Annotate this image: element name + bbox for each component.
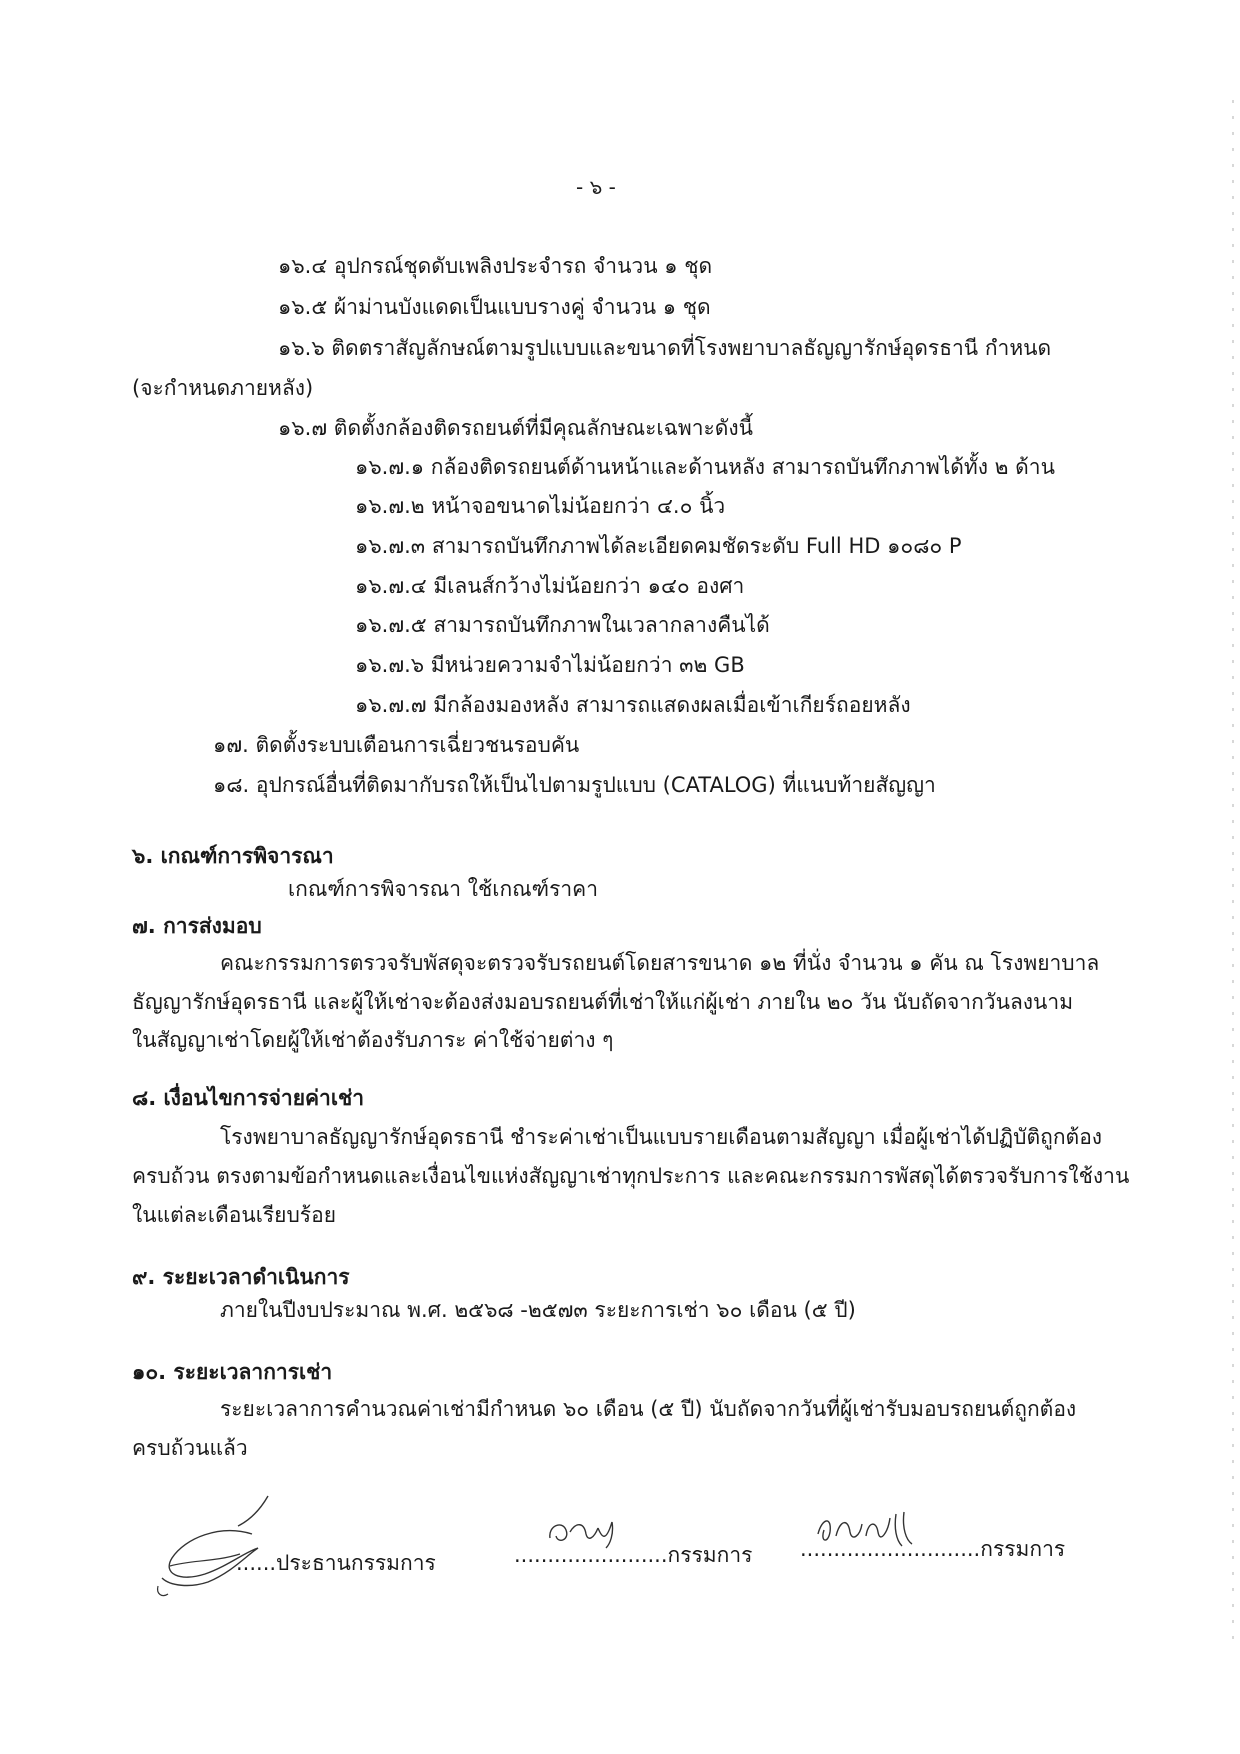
member2-signature-label: ...........................กรรมการ (800, 1537, 1066, 1561)
section-10-line2: ครบถ้วนแล้ว (132, 1436, 248, 1460)
section-9-heading: ๙. ระยะเวลาดำเนินการ (132, 1265, 350, 1289)
item-16-7-2: ๑๖.๗.๒ หน้าจอขนาดไม่น้อยกว่า ๔.๐ นิ้ว (355, 494, 726, 518)
section-6-text: เกณฑ์การพิจารณา ใช้เกณฑ์ราคา (288, 877, 598, 901)
item-16-7: ๑๖.๗ ติดตั้งกล้องติดรถยนต์ที่มีคุณลักษณะเฉพาะดังนี้ (278, 416, 754, 440)
item-16-6-line1: ๑๖.๖ ติดตราสัญลักษณ์ตามรูปแบบและขนาดที่โรงพยาบาลธัญญารักษ์อุดรธานี กำหนด (278, 336, 1052, 360)
item-16-7-5: ๑๖.๗.๕ สามารถบันทึกภาพในเวลากลางคืนได้ (355, 613, 770, 637)
section-8-line3: ในแต่ละเดือนเรียบร้อย (132, 1203, 337, 1227)
section-6-heading: ๖. เกณฑ์การพิจารณา (132, 844, 334, 868)
scan-edge-artifact (1232, 100, 1234, 1650)
item-16-7-7: ๑๖.๗.๗ มีกล้องมองหลัง สามารถแสดงผลเมื่อเข้าเกียร์ถอยหลัง (355, 693, 911, 717)
item-16-5: ๑๖.๕ ผ้าม่านบังแดดเป็นแบบรางคู่ จำนวน ๑ ชุด (278, 295, 711, 319)
section-10-line1: ระยะเวลาการคำนวณค่าเช่ามีกำหนด ๖๐ เดือน (๕ ปี) นับถัดจากวันที่ผู้เช่ารับมอบรถยนต์ถูกต้อง (220, 1397, 1077, 1421)
item-16-7-1: ๑๖.๗.๑ กล้องติดรถยนต์ด้านหน้าและด้านหลัง สามารถบันทึกภาพได้ทั้ง ๒ ด้าน (355, 455, 1055, 479)
section-8-line2: ครบถ้วน ตรงตามข้อกำหนดและเงื่อนไขแห่งสัญญาเช่าทุกประการ และคณะกรรมการพัสดุได้ตรวจรับการใช้งาน (132, 1164, 1130, 1188)
section-8-line1: โรงพยาบาลธัญญารักษ์อุดรธานี ชำระค่าเช่าเป็นแบบรายเดือนตามสัญญา เมื่อผู้เช่าได้ปฏิบัติถูกต้อง (220, 1125, 1103, 1149)
chairman-signature-label: ......ประธานกรรมการ (236, 1551, 436, 1575)
section-10-heading: ๑๐. ระยะเวลาการเช่า (132, 1360, 333, 1384)
section-7-line1: คณะกรรมการตรวจรับพัสดุจะตรวจรับรถยนต์โดยสารขนาด ๑๒ ที่นั่ง จำนวน ๑ คัน ณ โรงพยาบาล (220, 951, 1100, 975)
item-16-7-6: ๑๖.๗.๖ มีหน่วยความจำไม่น้อยกว่า ๓๒ GB (355, 653, 745, 677)
page-number: - ๖ - (576, 175, 616, 199)
item-16-7-3: ๑๖.๗.๓ สามารถบันทึกภาพได้ละเอียดคมชัดระดับ Full HD ๑๐๘๐ P (355, 534, 962, 558)
section-7-heading: ๗. การส่งมอบ (132, 914, 262, 938)
section-8-heading: ๘. เงื่อนไขการจ่ายค่าเช่า (132, 1086, 365, 1110)
item-16-6-line2: (จะกำหนดภายหลัง) (132, 376, 314, 400)
item-17: ๑๗. ติดตั้งระบบเตือนการเฉี่ยวชนรอบคัน (213, 733, 580, 757)
item-18: ๑๘. อุปกรณ์อื่นที่ติดมากับรถให้เป็นไปตามรูปแบบ (CATALOG) ที่แนบท้ายสัญญา (213, 773, 936, 797)
section-7-line2: ธัญญารักษ์อุดรธานี และผู้ให้เช่าจะต้องส่งมอบรถยนต์ที่เช่าให้แก่ผู้เช่า ภายใน ๒๐ วัน นับถัดจากวันลงนาม (132, 990, 1074, 1014)
item-16-4: ๑๖.๔ อุปกรณ์ชุดดับเพลิงประจำรถ จำนวน ๑ ชุด (278, 254, 713, 278)
section-7-line3: ในสัญญาเช่าโดยผู้ให้เช่าต้องรับภาระ ค่าใช้จ่ายต่าง ๆ (132, 1028, 614, 1052)
section-9-text: ภายในปีงบประมาณ พ.ศ. ๒๕๖๘ -๒๕๗๓ ระยะการเช่า ๖๐ เดือน (๕ ปี) (220, 1298, 856, 1322)
member1-signature-label: .......................กรรมการ (514, 1543, 753, 1567)
item-16-7-4: ๑๖.๗.๔ มีเลนส์กว้างไม่น้อยกว่า ๑๔๐ องศา (355, 574, 745, 598)
chairman-signature-mark (150, 1490, 280, 1600)
